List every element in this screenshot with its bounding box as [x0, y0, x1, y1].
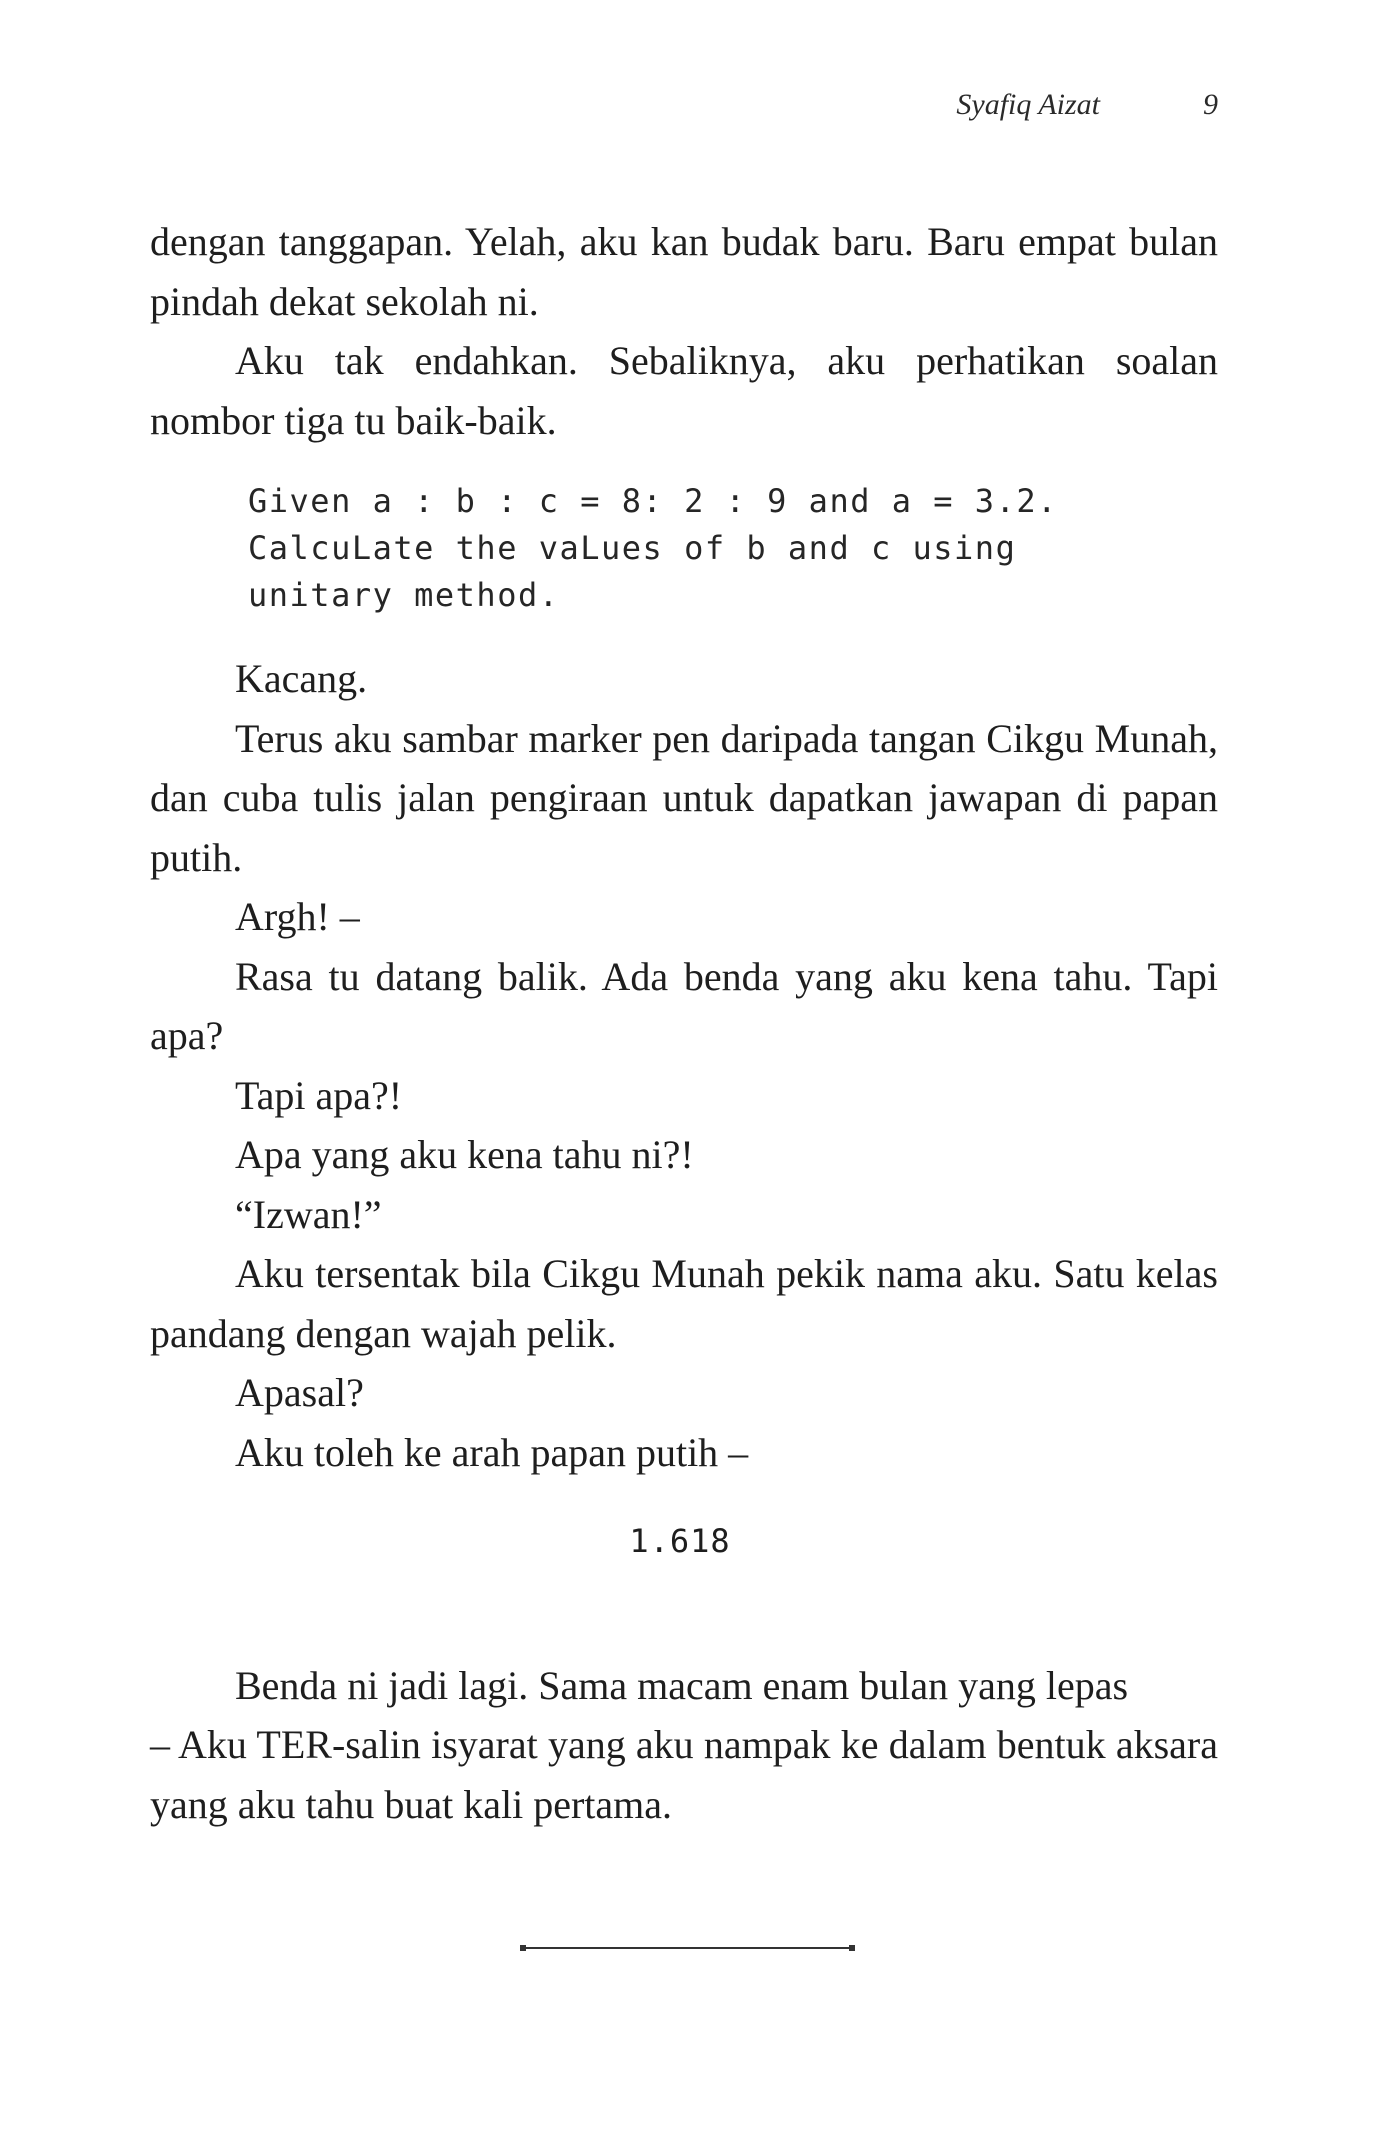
math-question-line: CalcuLate the vaLues of b and c using	[248, 529, 1017, 567]
math-question-line: Given a : b : c = 8: 2 : 9 and a = 3.2.	[248, 482, 1058, 520]
divider-line	[525, 1947, 850, 1949]
math-question-line: unitary method.	[248, 576, 560, 614]
paragraph: Kacang.	[235, 656, 368, 701]
paragraph: Terus aku sambar marker pen daripada tangan Cikgu Munah, dan cuba tulis jalan pengiraan untuk dapatkan jawapan di papan putih.	[150, 715, 1218, 880]
math-question-block	[248, 478, 1218, 619]
paragraph: Argh! –	[235, 894, 360, 939]
running-head-author: Syafiq Aizat	[956, 88, 1100, 121]
paragraph: Rasa tu datang balik. Ada benda yang aku kena tahu. Tapi apa?	[150, 953, 1218, 1058]
page-header	[150, 88, 1218, 138]
body-text	[150, 212, 1218, 1834]
paragraph: Apasal?	[235, 1370, 364, 1415]
section-divider-ornament	[520, 1944, 855, 1952]
paragraph: “Izwan!”	[235, 1191, 382, 1237]
paragraph: Benda ni jadi lagi. Sama macam enam bulan yang lepas	[235, 1662, 1129, 1708]
page-number: 9	[1203, 88, 1218, 121]
paragraph: Aku tak endahkan. Sebaliknya, aku perhatikan soalan nombor tiga tu baik-baik.	[150, 338, 1218, 443]
paragraph: Apa yang aku kena tahu ni?!	[235, 1132, 694, 1177]
paragraph: – Aku TER-salin isyarat yang aku nampak ke dalam bentuk aksara yang aku tahu buat kali pertama.	[150, 1722, 1218, 1827]
divider-dot-icon	[849, 1945, 855, 1951]
paragraph: dengan tanggapan. Yelah, aku kan budak baru. Baru empat bulan pindah dekat sekolah ni.	[150, 219, 1218, 324]
whiteboard-number: 1.618	[629, 1522, 731, 1560]
paragraph: Aku toleh ke arah papan putih –	[235, 1429, 749, 1475]
paragraph: Tapi apa?!	[235, 1072, 403, 1118]
paragraph: Aku tersentak bila Cikgu Munah pekik nama aku. Satu kelas pandang dengan wajah pelik.	[150, 1251, 1218, 1356]
